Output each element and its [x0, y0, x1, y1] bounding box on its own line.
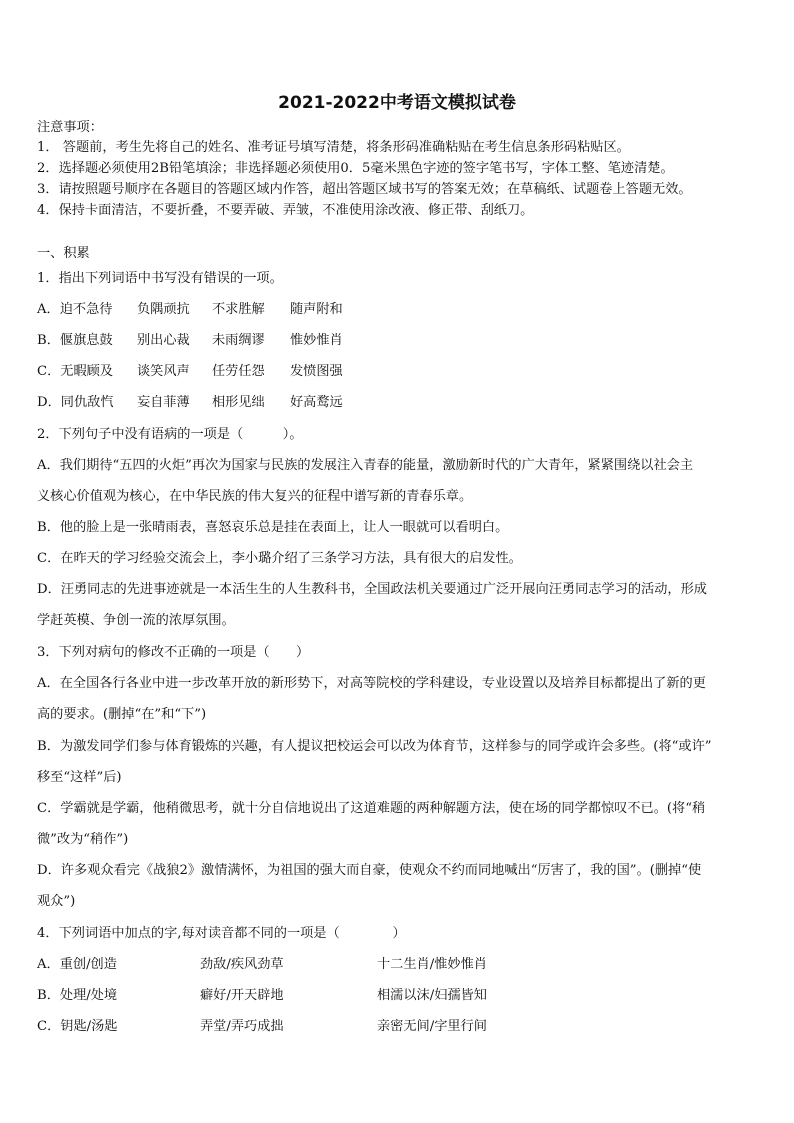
- question-3-line: 高的要求。(删掉“在”和“下”): [37, 707, 207, 722]
- option-word: 惟妙惟肖: [290, 333, 343, 348]
- option-word: 劲敌/疾风劲草: [200, 957, 284, 972]
- option-word: 不求胜解: [212, 302, 265, 317]
- question-3-line: A．在全国各行各业中进一步改革开放的新形势下，对高等院校的学科建设，专业设置以及培养目标都提出了新的更: [37, 676, 706, 691]
- question-2-line: 学赶英模、争创一流的浓厚氛围。: [37, 613, 235, 628]
- option-word: 亲密无间/字里行间: [377, 1019, 487, 1034]
- option-word: 癖好/开天辟地: [200, 988, 284, 1003]
- question-3-line: B．为激发同学们参与体育锻炼的兴趣，有人提议把校运会可以改为体育节，这样参与的同学或许会多些。(将“或许”: [37, 739, 712, 754]
- option-word: B．偃旗息鼓: [37, 333, 113, 348]
- option-word: 相濡以沫/妇孺皆知: [377, 988, 487, 1003]
- option-word: 随声附和: [290, 302, 343, 317]
- notice-item: 3．请按照题号顺序在各题目的答题区域内作答，超出答题区域书写的答案无效；在草稿纸、试题卷上答题无效。: [37, 182, 692, 197]
- option-word: 妄自菲薄: [137, 395, 190, 410]
- option-word: 负隅顽抗: [137, 302, 190, 317]
- option-word: A．重创/创造: [37, 957, 117, 972]
- option-word: A．迫不急待: [37, 302, 113, 317]
- question-3-line: D．许多观众看完《战狼2》激情满怀，为祖国的强大而自豪，使观众不约而同地喊出“厉害了，我的国”。(删掉“使: [37, 863, 702, 878]
- option-word: 相形见绌: [212, 395, 265, 410]
- question-2-line: 义核心价值观为核心，在中华民族的伟大复兴的征程中谱写新的青春乐章。: [37, 489, 473, 504]
- notice-item: 2．选择题必须使用2B铅笔填涂；非选择题必须使用0．5毫米黑色字迹的签字笔书写，字体工整、笔迹清楚。: [37, 161, 674, 176]
- question-3-line: 移至“这样”后): [37, 770, 122, 785]
- option-word: 未雨绸谬: [212, 333, 265, 348]
- question-3-line: 微”改为“稍作”): [37, 832, 129, 847]
- question-2-line: A．我们期待“五四的火炬”再次为国家与民族的发展注入青春的能量，激励新时代的广大青年，紧紧围绕以社会主: [37, 458, 694, 473]
- notice-heading: 注意事项：: [37, 120, 103, 135]
- option-word: C．无暇顾及: [37, 364, 114, 379]
- exam-title: 2021-2022中考语文模拟试卷: [278, 93, 516, 113]
- question-4-stem: 4．下列词语中加点的字,每对读音都不同的一项是（ ）: [37, 926, 406, 941]
- option-word: C．钥匙/汤匙: [37, 1019, 118, 1034]
- question-2-stem: 2．下列句子中没有语病的一项是（ ）。: [37, 427, 303, 442]
- question-2-line: B．他的脸上是一张晴雨表，喜怒哀乐总是挂在表面上，让人一眼就可以看明白。: [37, 520, 509, 535]
- question-2-line: D．汪勇同志的先进事迹就是一本活生生的人生教科书，全国政法机关要通过广泛开展向汪勇同志学习的活动，形成: [37, 582, 707, 597]
- option-word: 十二生肖/惟妙惟肖: [377, 957, 487, 972]
- option-word: 谈笑风声: [137, 364, 190, 379]
- option-word: 任劳任怨: [212, 364, 265, 379]
- option-word: D．同仇敌忾: [37, 395, 114, 410]
- question-3-stem: 3．下列对病句的修改不正确的一项是（ ）: [37, 645, 310, 660]
- notice-item: 1． 答题前，考生先将自己的姓名、准考证号填写清楚，将条形码准确粘贴在考生信息条形码粘贴区。: [37, 140, 630, 155]
- question-2-line: C．在昨天的学习经验交流会上，李小璐介绍了三条学习方法，具有很大的启发性。: [37, 551, 522, 566]
- option-word: 别出心裁: [137, 333, 190, 348]
- question-3-line: C．学霸就是学霸，他稍微思考，就十分自信地说出了这道难题的两种解题方法，使在场的同学都惊叹不已。(将“稍: [37, 801, 706, 816]
- option-word: B．处理/处境: [37, 988, 118, 1003]
- option-word: 好高鹜远: [290, 395, 343, 410]
- option-word: 发愤图强: [290, 364, 343, 379]
- option-word: 弄堂/弄巧成拙: [200, 1019, 284, 1034]
- question-1-stem: 1．指出下列词语中书写没有错误的一项。: [37, 271, 283, 286]
- notice-item: 4．保持卡面清洁，不要折叠，不要弄破、弄皱，不准使用涂改液、修正带、刮纸刀。: [37, 203, 534, 218]
- section-heading: 一、积累: [37, 246, 90, 261]
- question-3-line: 观众”): [37, 894, 76, 909]
